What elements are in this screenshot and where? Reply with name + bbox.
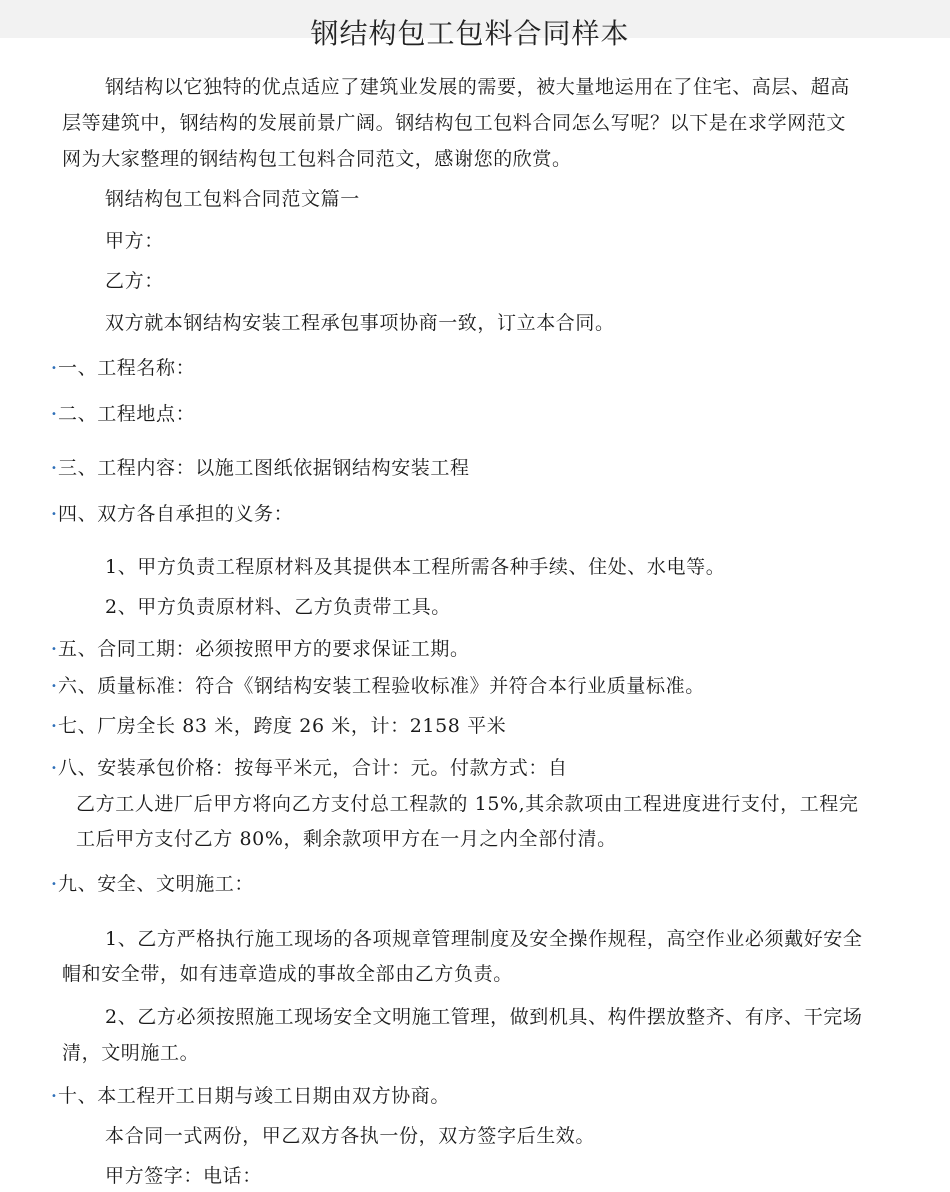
- page-title: 钢结构包工包料合同样本: [310, 17, 630, 50]
- clause-9-item-1-line-2: 帽和安全带，如有违章造成的事故全部由乙方负责。: [62, 963, 513, 985]
- bullet-marker: •: [51, 681, 57, 692]
- bullet-marker: •: [51, 879, 57, 890]
- bullet-marker: •: [51, 409, 57, 420]
- clause-2: 二、工程地点：: [58, 403, 196, 425]
- bullet-marker: •: [51, 644, 57, 655]
- party-a-signature: 甲方签字：电话：: [105, 1165, 262, 1187]
- bullet-marker: •: [51, 509, 57, 520]
- clause-5: 五、合同工期：必须按照甲方的要求保证工期。: [58, 638, 470, 660]
- party-b-label: 乙方：: [105, 270, 164, 292]
- clause-8: 八、安装承包价格：按每平米元，合计：元。付款方式：自: [58, 757, 568, 779]
- clause-9-item-2-line-1: 2、乙方必须按照施工现场安全文明施工管理，做到机具、构件摆放整齐、有序、干完场: [105, 1006, 863, 1028]
- clause-6: 六、质量标准：符合《钢结构安装工程验收标准》并符合本行业质量标准。: [58, 675, 705, 697]
- intro-line-1: 钢结构以它独特的优点适应了建筑业发展的需要，被大量地运用在了住宅、高层、超高: [105, 76, 850, 98]
- bullet-marker: •: [51, 763, 57, 774]
- intro-line-2: 层等建筑中，钢结构的发展前景广阔。钢结构包工包料合同怎么写呢？以下是在求学网范文: [62, 112, 847, 134]
- clause-8-continuation-1: 乙方工人进厂后甲方将向乙方支付总工程款的 15%,其余款项由工程进度进行支付，工程完: [76, 793, 859, 815]
- clause-9-item-2-line-2: 清，文明施工。: [62, 1042, 200, 1064]
- clause-4: 四、双方各自承担的义务：: [58, 503, 294, 525]
- clause-10: 十、本工程开工日期与竣工日期由双方协商。: [58, 1085, 451, 1107]
- clause-3: 三、工程内容：以施工图纸依据钢结构安装工程: [58, 457, 470, 479]
- bullet-marker: •: [51, 363, 57, 374]
- party-a-label: 甲方：: [105, 230, 164, 252]
- clause-1: 一、工程名称：: [58, 357, 196, 379]
- preamble: 双方就本钢结构安装工程承包事项协商一致，订立本合同。: [105, 312, 615, 334]
- clause-7: 七、厂房全长 83 米，跨度 26 米，计：2158 平米: [58, 715, 507, 737]
- clause-4-item-2: 2、甲方负责原材料、乙方负责带工具。: [105, 596, 451, 618]
- bullet-marker: •: [51, 721, 57, 732]
- clause-8-continuation-2: 工后甲方支付乙方 80%，剩余款项甲方在一月之内全部付清。: [76, 828, 617, 850]
- clause-4-item-1: 1、甲方负责工程原材料及其提供本工程所需各种手续、住处、水电等。: [105, 556, 726, 578]
- clause-9: 九、安全、文明施工：: [58, 873, 255, 895]
- copies-statement: 本合同一式两份，甲乙双方各执一份，双方签字后生效。: [105, 1125, 596, 1147]
- clause-9-item-1-line-1: 1、乙方严格执行施工现场的各项规章管理制度及安全操作规程，高空作业必须戴好安全: [105, 928, 863, 950]
- bullet-marker: •: [51, 1091, 57, 1102]
- section-heading: 钢结构包工包料合同范文篇一: [105, 188, 360, 210]
- bullet-marker: •: [51, 463, 57, 474]
- intro-line-3: 网为大家整理的钢结构包工包料合同范文，感谢您的欣赏。: [62, 148, 572, 170]
